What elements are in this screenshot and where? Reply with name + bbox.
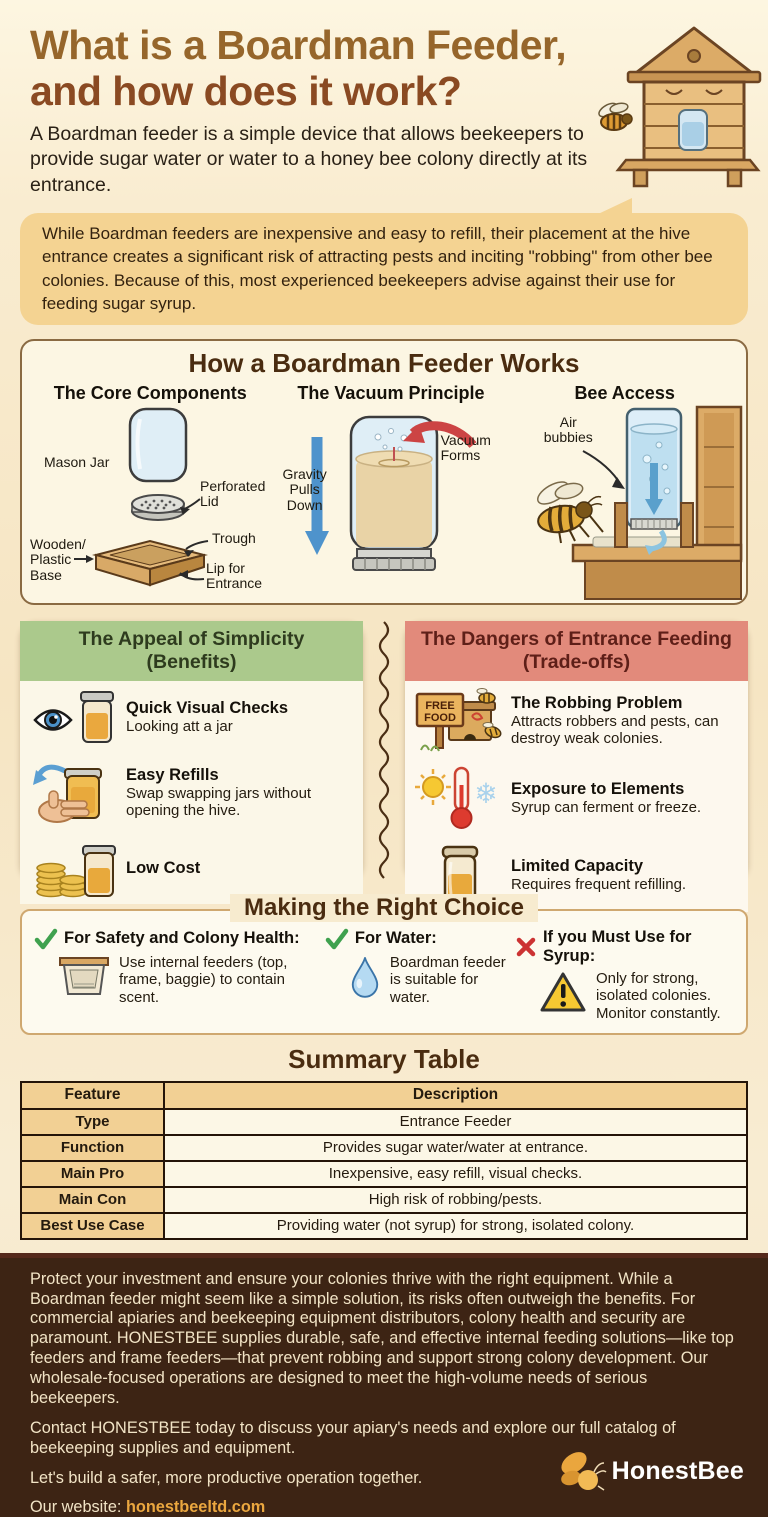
footer-paragraph-1: Protect your investment and ensure your colonies thrive with the right equipment. While a Boardman feeder might seem like a simple solution, its risks often outweigh the benefits. For commercial apiaries and beekeeping equipment distributors, colony health and security are paramount. HONESTBEE supplies durable, safe, and effective internal feeding solutions—like top feeders and frame feeders—that prevent robbing and support strong colony development. Our wholesale-focused operations are designed to meet the high-volume needs of serious beekeepers. (30, 1269, 734, 1407)
dangers-panel (405, 621, 748, 894)
vacuum-principle-title: The Vacuum Principle (297, 382, 485, 403)
danger-item-elements: ❄ Exposure to Elements Syrup can ferment or freeze. (405, 758, 748, 837)
vacuum-principle-column (273, 383, 510, 599)
dangers-title: The Dangers of Entrance Feeding (Trade-offs) (405, 621, 748, 682)
page-title-line1: What is a Boardman Feeder, (30, 22, 567, 68)
honestbee-logo (558, 1449, 744, 1493)
bee-logo-icon (558, 1449, 606, 1493)
sun-thermometer-snowflake-icon (415, 765, 503, 831)
warning-triangle-icon (539, 970, 587, 1014)
label-perforated-lid: Perforated Lid (200, 477, 266, 510)
internal-feeder-icon (58, 954, 110, 998)
table-row: Main Pro Inexpensive, easy refill, visual checks. (21, 1161, 747, 1187)
hive-body (618, 28, 760, 186)
benefit-item-easy-refills: Easy Refills Swap swapping jars without opening the hive. (20, 752, 363, 831)
right-choice-grid (34, 928, 736, 1023)
cross-icon (515, 936, 537, 958)
benefits-body (20, 681, 363, 904)
label-air-bubbles: Air bubbies (543, 413, 593, 446)
how-it-works-panel (20, 339, 748, 605)
right-choice-title: Making the Right Choice (230, 894, 538, 922)
label-mason-jar: Mason Jar (44, 453, 110, 470)
table-row: Best Use Case Providing water (not syrup) for strong, isolated colony. (21, 1213, 747, 1239)
core-components-column (28, 383, 273, 599)
summary-table-title: Summary Table (288, 1043, 480, 1074)
table-row: Function Provides sugar water/water at entrance. (21, 1135, 747, 1161)
wavy-divider (363, 621, 405, 879)
how-it-works-grid (28, 383, 740, 599)
dangers-body (405, 681, 748, 912)
right-choice-panel (20, 893, 748, 1035)
brand-name: HonestBee (611, 1456, 744, 1485)
table-row: Type Entrance Feeder (21, 1109, 747, 1135)
warning-callout: While Boardman feeders are inexpensive and easy to refill, their placement at the hive entrance creates a significant risk of attracting pests and inciting "robbing" from other bee colonies. Because of this, most experienced beekeepers advise against their use for feeding sugar syrup. (20, 213, 748, 325)
table-row: Main Con High risk of robbing/pests. (21, 1187, 747, 1213)
drinking-bee-icon (535, 477, 604, 542)
coins-jar-icon (31, 838, 117, 898)
core-components-title: The Core Components (53, 382, 247, 403)
summary-table (20, 1081, 748, 1240)
sign-text-line1: FREE (425, 700, 455, 713)
benefit-item-low-cost: Low Cost (20, 831, 363, 904)
footer-paragraph-3: Let's build a safer, more productive operation together. (30, 1468, 423, 1487)
danger-item-robbing: FREE FOOD The Robbing Problem Attracts robbers and pests, can destroy weak colonies. (405, 681, 748, 758)
page-title (30, 22, 630, 115)
bee-access-column (509, 383, 740, 599)
label-trough: Trough (212, 529, 256, 546)
table-header-feature: Feature (21, 1082, 164, 1109)
footer-section (0, 1253, 768, 1517)
header-section (0, 0, 768, 199)
footer-paragraph-2: Contact HONESTBEE today to discuss your apiary's needs and explore our full catalog of beekeeping supplies and equipment. (30, 1418, 676, 1457)
label-vacuum-forms: Vacuum Forms (440, 431, 491, 464)
free-food-sign-icon (415, 688, 503, 752)
beehive-icon (592, 18, 762, 188)
pros-cons-section (20, 621, 748, 894)
benefit-item-visual-checks: Quick Visual Checks Looking att a jar (20, 681, 363, 752)
website-link[interactable]: honestbeeltd.com (125, 1498, 266, 1517)
eye-jar-icon (31, 688, 117, 746)
page-title-line2: and how does it work? (30, 68, 462, 115)
choice-column-water: For Water: Boardman feeder is suitable for water. (325, 928, 515, 1023)
table-header-row (21, 1082, 747, 1109)
benefits-title: The Appeal of Simplicity (Benefits) (20, 621, 363, 682)
table-header-description: Description (164, 1082, 747, 1109)
label-gravity: Gravity Pulls Down (282, 465, 327, 514)
check-icon (34, 928, 58, 950)
beehive-illustration (592, 18, 762, 188)
snowflake-glyph: ❄ (474, 778, 498, 810)
sign-text-line2: FOOD (424, 712, 456, 725)
water-drop-icon (349, 954, 381, 1000)
intro-text: A Boardman feeder is a simple device that allows beekeepers to provide sugar water or water to a honey bee colony directly at its entrance. (30, 122, 588, 197)
check-icon (325, 928, 349, 950)
website-label: Our website: (30, 1498, 122, 1517)
choice-column-safety: For Safety and Colony Health: Use internal feeders (top, frame, baggie) to contain scent. (34, 928, 325, 1023)
benefits-panel (20, 621, 363, 879)
label-base: Wooden/ Plastic Base (30, 535, 86, 584)
label-lip: Lip for Entrance (206, 559, 263, 592)
bee-icon (597, 101, 632, 130)
bee-access-title: Bee Access (574, 382, 675, 403)
hand-jar-icon (31, 759, 117, 825)
danger-item-capacity: Limited Capacity Requires frequent refilling. (405, 837, 748, 912)
choice-column-syrup: If you Must Use for Syrup: Only for strong, isolated colonies. Monitor constantly. (515, 928, 736, 1023)
how-it-works-title: How a Boardman Feeder Works (188, 347, 580, 378)
squiggle-icon (377, 622, 391, 878)
